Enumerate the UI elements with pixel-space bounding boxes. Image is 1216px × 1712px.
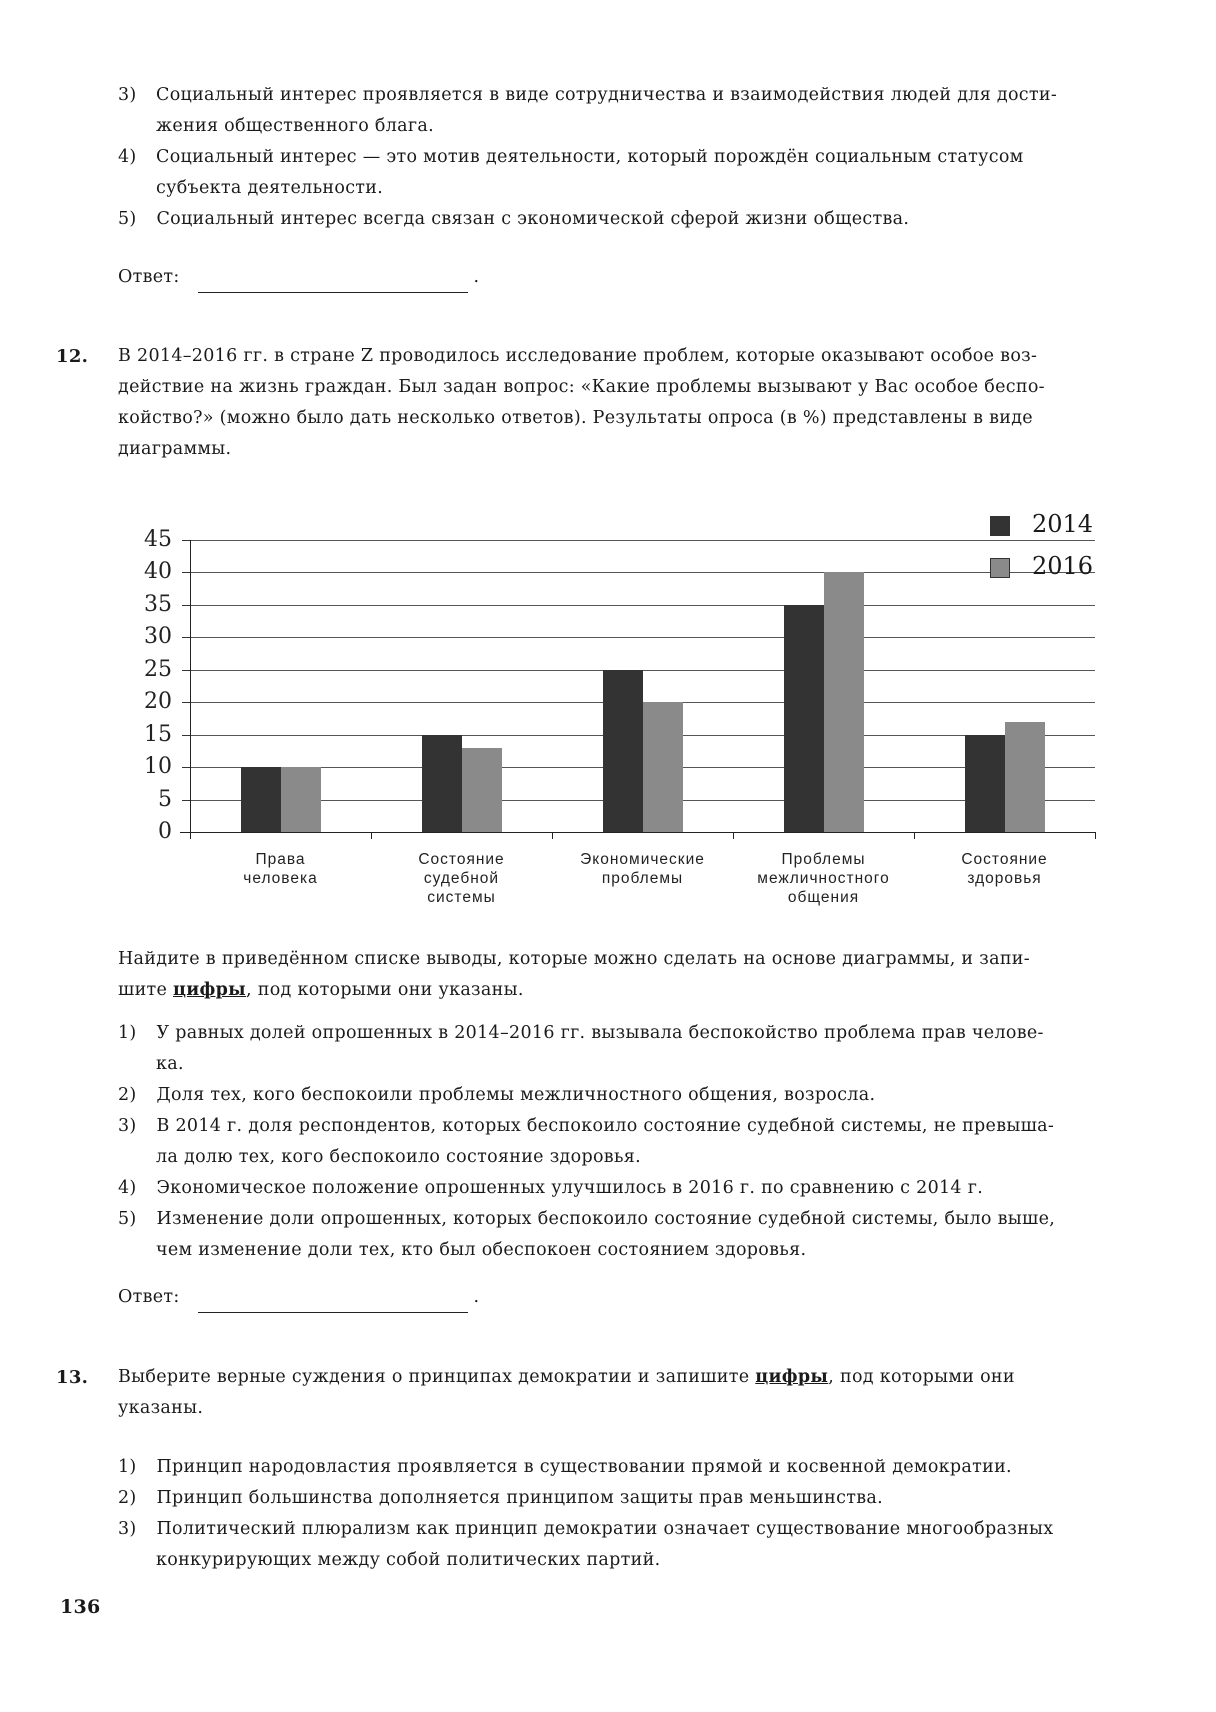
x-category-label: Проблемы межличностного общения [757, 851, 890, 906]
option-text: У равных долей опрошенных в 2014–2016 гг. вызывала беспокойство проблема прав челове- [156, 1023, 1044, 1043]
y-axis [190, 540, 191, 833]
bar-2014 [422, 735, 462, 833]
option-text: Принцип большинства дополняется принципом защиты прав меньшинства. [156, 1488, 883, 1508]
option-text-cont: чем изменение доли тех, кто был обеспокоен состоянием здоровья. [156, 1240, 807, 1260]
answer-dot: . [473, 267, 480, 287]
y-tick-mark [182, 540, 190, 541]
x-category-label: Права человека [243, 851, 318, 887]
task-line: Найдите в приведённом списке выводы, которые можно сделать на основе диаграммы, и запи- [118, 949, 1030, 969]
option-text: Изменение доли опрошенных, которых беспокоило состояние судебной системы, было выше, [156, 1209, 1056, 1229]
option-text: Принцип народовластия проявляется в существовании прямой и косвенной демократии. [156, 1457, 1012, 1477]
legend-swatch-icon [990, 516, 1010, 536]
question-intro-line: действие на жизнь граждан. Был задан вопрос: «Какие проблемы вызывают у Вас особое беспо- [118, 377, 1045, 397]
option-text-cont: субъекта деятельности. [156, 178, 384, 198]
answer-field[interactable] [198, 274, 468, 293]
question-intro-line [118, 1362, 1015, 1393]
question-intro-line: В 2014–2016 гг. в стране Z проводилось исследование проблем, которые оказывают особое воз- [118, 346, 1038, 366]
legend-swatch-icon [990, 558, 1010, 578]
option-text-cont: ла долю тех, кого беспокоило состояние здоровья. [156, 1147, 641, 1167]
option-text: Экономическое положение опрошенных улучшилось в 2016 г. по сравнению с 2014 г. [156, 1178, 984, 1198]
y-tick-mark [182, 637, 190, 638]
emphasis-digits: цифры [173, 980, 247, 1000]
option-number: 4) [118, 147, 137, 167]
q12-option-3 [118, 1111, 1054, 1142]
y-tick-label: 35 [144, 591, 172, 617]
question-intro-line: указаны. [118, 1398, 204, 1418]
answer-label: Ответ: [118, 267, 180, 287]
y-tick-mark [182, 767, 190, 768]
answer-dot: . [473, 1287, 480, 1307]
question-intro-line: диаграммы. [118, 439, 232, 459]
question-number: 13. [56, 1367, 89, 1388]
task-line [118, 975, 524, 1006]
bar-2016 [281, 767, 321, 832]
option-number: 4) [118, 1178, 137, 1198]
option-text: Социальный интерес всегда связан с экономической сферой жизни общества. [156, 209, 910, 229]
question-number: 12. [56, 346, 89, 367]
y-tick-label: 40 [144, 559, 172, 584]
answer-field[interactable] [198, 1294, 468, 1313]
bar-2014 [603, 670, 643, 833]
legend-item-2016 [990, 552, 1093, 580]
option-text-cont: жения общественного блага. [156, 116, 434, 136]
option-text-cont: ка. [156, 1054, 184, 1074]
legend-label: 2014 [1032, 510, 1094, 538]
gridline [190, 540, 1095, 541]
y-tick-label: 5 [158, 786, 172, 812]
y-tick-mark [182, 670, 190, 671]
question-intro-line: койство?» (можно было дать несколько ответов). Результаты опроса (в %) представлены в виде [118, 408, 1033, 428]
q12-option-2 [118, 1080, 875, 1111]
option-number: 3) [118, 1116, 137, 1136]
y-tick-mark [182, 572, 190, 573]
gridline [190, 572, 1095, 573]
x-tick-mark [552, 832, 553, 839]
option-text: В 2014 г. доля респондентов, которых беспокоило состояние судебной системы, не превыша- [156, 1116, 1055, 1136]
y-tick-label: 15 [144, 721, 172, 747]
bar-chart [120, 510, 1100, 920]
bar-2016 [1005, 722, 1045, 833]
gridline [190, 637, 1095, 638]
answer-label: Ответ: [118, 1287, 180, 1307]
task-text: шите [118, 980, 174, 1000]
bar-2016 [462, 748, 502, 833]
bar-2016 [643, 702, 683, 832]
q12-option-5 [118, 1204, 1055, 1235]
q13-option-3 [118, 1514, 1053, 1545]
prev-answer-row [118, 262, 479, 293]
y-tick-label: 45 [144, 526, 172, 552]
x-axis [180, 832, 1095, 833]
intro-text: , под которыми они [828, 1367, 1015, 1387]
option-number: 2) [118, 1488, 137, 1508]
prev-option-4 [118, 142, 1158, 173]
option-number: 3) [118, 85, 137, 105]
gridline [190, 605, 1095, 606]
y-tick-label: 0 [158, 819, 172, 844]
legend-item-2014 [990, 510, 1093, 538]
legend-label: 2016 [1032, 552, 1094, 580]
option-text: Социальный интерес — это мотив деятельности, который порождён социальным статусом [156, 147, 1024, 167]
x-category-label: Состояние здоровья [961, 851, 1048, 887]
task-text: , под которыми они указаны. [246, 980, 524, 1000]
y-tick-label: 25 [144, 656, 172, 682]
option-number: 1) [118, 1457, 137, 1477]
x-tick-mark [914, 832, 915, 839]
bar-2014 [241, 767, 281, 832]
prev-option-3 [118, 80, 1158, 111]
x-tick-mark [371, 832, 372, 839]
y-tick-mark [182, 800, 190, 801]
x-tick-mark [733, 832, 734, 839]
q13-option-2 [118, 1483, 883, 1514]
option-text: Доля тех, кого беспокоили проблемы межличностного общения, возросла. [156, 1085, 876, 1105]
option-number: 3) [118, 1519, 137, 1539]
option-text: Социальный интерес проявляется в виде сотрудничества и взаимодействия людей для дости- [156, 85, 1058, 105]
option-text: Политический плюрализм как принцип демократии означает существование многообразных [156, 1519, 1054, 1539]
option-number: 5) [118, 209, 137, 229]
prev-option-5 [118, 204, 909, 235]
intro-text: Выберите верные суждения о принципах демократии и запишите [118, 1367, 756, 1387]
q12-answer-row [118, 1282, 479, 1313]
q12-option-4 [118, 1173, 983, 1204]
y-tick-mark [182, 605, 190, 606]
x-tick-mark [1095, 832, 1096, 839]
page-number: 136 [60, 1596, 101, 1618]
option-number: 2) [118, 1085, 137, 1105]
option-text-cont: конкурирующих между собой политических партий. [156, 1550, 661, 1570]
y-tick-mark [182, 702, 190, 703]
bar-2014 [784, 605, 824, 833]
emphasis-digits: цифры [755, 1367, 829, 1387]
gridline [190, 670, 1095, 671]
q13-option-1 [118, 1452, 1012, 1483]
q12-option-1 [118, 1018, 1044, 1049]
y-tick-label: 20 [144, 689, 172, 714]
option-number: 1) [118, 1023, 137, 1043]
bar-2014 [965, 735, 1005, 833]
y-tick-mark [182, 735, 190, 736]
y-tick-label: 10 [144, 754, 172, 779]
x-category-label: Состояние судебной системы [418, 851, 505, 906]
y-tick-label: 30 [144, 624, 172, 649]
bar-2016 [824, 572, 864, 832]
option-number: 5) [118, 1209, 137, 1229]
x-category-label: Экономические проблемы [580, 851, 705, 887]
x-tick-mark [190, 832, 191, 839]
